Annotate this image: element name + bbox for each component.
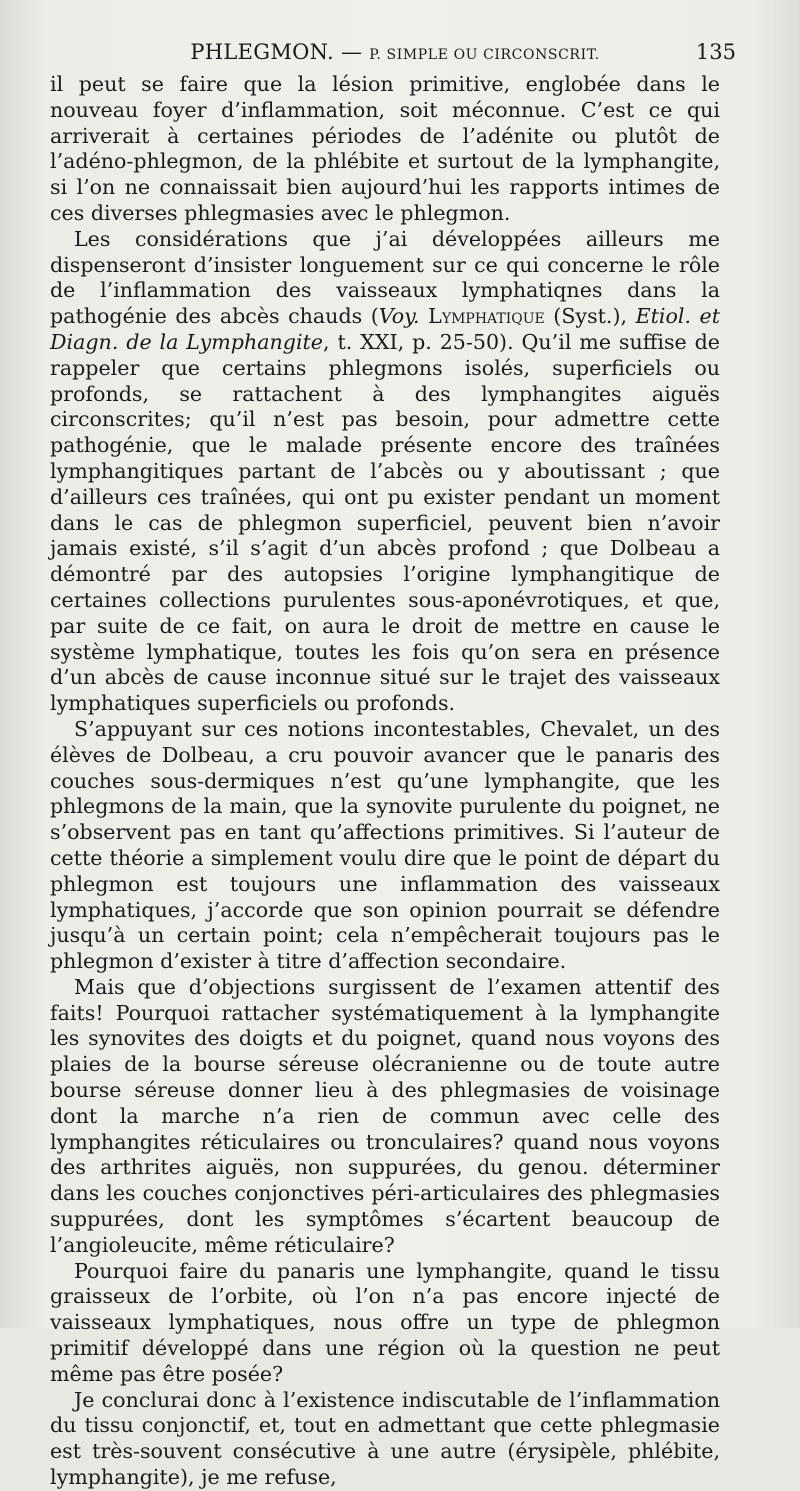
voy-reference: Voy. <box>378 304 420 329</box>
italic-reference: Etiol. et Diagn. de la Lymphangite <box>50 304 721 354</box>
running-title-line <box>50 40 740 64</box>
running-header <box>50 38 740 72</box>
paragraph-6: Je conclurai donc à l’existence indiscutable de l’inflammation du tissu conjonctif, et, tout en admettant que cette phlegmasie est très-souvent consécutive à une autre (érysipèle, phlébite, lymphangite), je me refuse, <box>50 1387 720 1490</box>
lymphatique-reference: Lymphatique <box>428 304 545 329</box>
paragraph-4: Mais que d’objections surgissent de l’examen attentif des faits! Pourquoi rattacher systématiquement à la lymphangite les synovites des doigts et du poignet, quand nous voyons des plaies de la bourse séreuse olécranienne ou de toute autre bourse séreuse donner lieu à des phlegmasies de voisinage dont la marche n’a rien de commun avec celle des lymphangites réticulaires ou tronculaires? quand nous voyons des arthrites aiguës, non suppurées, du genou. déterminer dans les couches conjonctives péri-articulaires des phlegmasies suppurées, dont les symptômes s’écartent beaucoup de l’angioleucite, même réticulaire? <box>50 974 720 1257</box>
running-subtitle: P. SIMPLE OU CIRCONSCRIT. <box>369 47 600 63</box>
paragraph-1: il peut se faire que la lésion primitive, englobée dans le nouveau foyer d’inflammation, soit méconnue. C’est ce qui arriverait à certaines périodes de l’adénite ou plutôt de l’adéno-phlegmon, de la phlébite et surtout de la lymphangite, si l’on ne connaissait bien aujourd’hui les rapports intimes de ces diverses phlegmasies avec le phlegmon. <box>50 72 720 225</box>
paragraph-2 <box>50 227 720 717</box>
paragraph-2-part-3: , t. XXI, p. 25-50). Qu’il me suffise de rappeler que certains phlegmons isolés, superficiels ou profonds, se rattachent à des lymphangites aiguës circonscrites; qu’il n’est pas besoin, pour admettre cette pathogénie, que le malade présente encore des traînées lymphangitiques partant de l’abcès ou y aboutissant ; que d’ailleurs ces traînées, qui ont pu exister pendant un moment dans le cas de phlegmon superficiel, peuvent bien n’avoir jamais existé, s’il s’agit d’un abcès profond ; que Dolbeau a démontré par des autopsies l’origine lymphangitique de certaines collections purulentes sous-aponévrotiques, et que, par suite de ce fait, on aura le droit de mettre en cause le système lymphatique, toutes les fois qu’on sera en présence d’un abcès de cause inconnue situé sur le trajet des vaisseaux lymphatiques superficiels ou profonds. <box>50 329 720 716</box>
header-dash: — <box>340 40 363 64</box>
paragraph-5: Pourquoi faire du panaris une lymphangite, quand le tissu graisseux de l’orbite, où l’on n’a pas encore injecté de vaisseaux lymphatiques, nous offre un type de phlegmon primitif développé dans une région où la question ne peut même pas être posée? <box>50 1258 720 1386</box>
page-number: 135 <box>695 40 736 64</box>
running-title: PHLEGMON. <box>190 40 334 64</box>
paragraph-2-part-2: (Syst.), <box>544 304 636 329</box>
body-text <box>50 72 720 1491</box>
paragraph-2-part-1: Les considérations que j’ai développées ailleurs me dispenseront d’insister longuement sur ce qui concerne le rôle de l’inflammation des vaisseaux lymphatiqnes dans la pathogénie des abcès chauds ( <box>50 226 720 329</box>
paragraph-3: S’appuyant sur ces notions incontestables, Chevalet, un des élèves de Dolbeau, a cru pouvoir avancer que le panaris des couches sous-dermiques n’est qu’une lymphangite, que les phlegmons de la main, que la synovite purulente du poignet, ne s’observent pas en tant qu’affections primitives. Si l’auteur de cette théorie a simplement voulu dire que le point de départ du phlegmon est toujours une inflammation des vaisseaux lymphatiques, j’accorde que son opinion pourrait se défendre jusqu’à un certain point; cela n’empêcherait toujours pas le phlegmon d’exister à titre d’affection secondaire. <box>50 716 720 974</box>
